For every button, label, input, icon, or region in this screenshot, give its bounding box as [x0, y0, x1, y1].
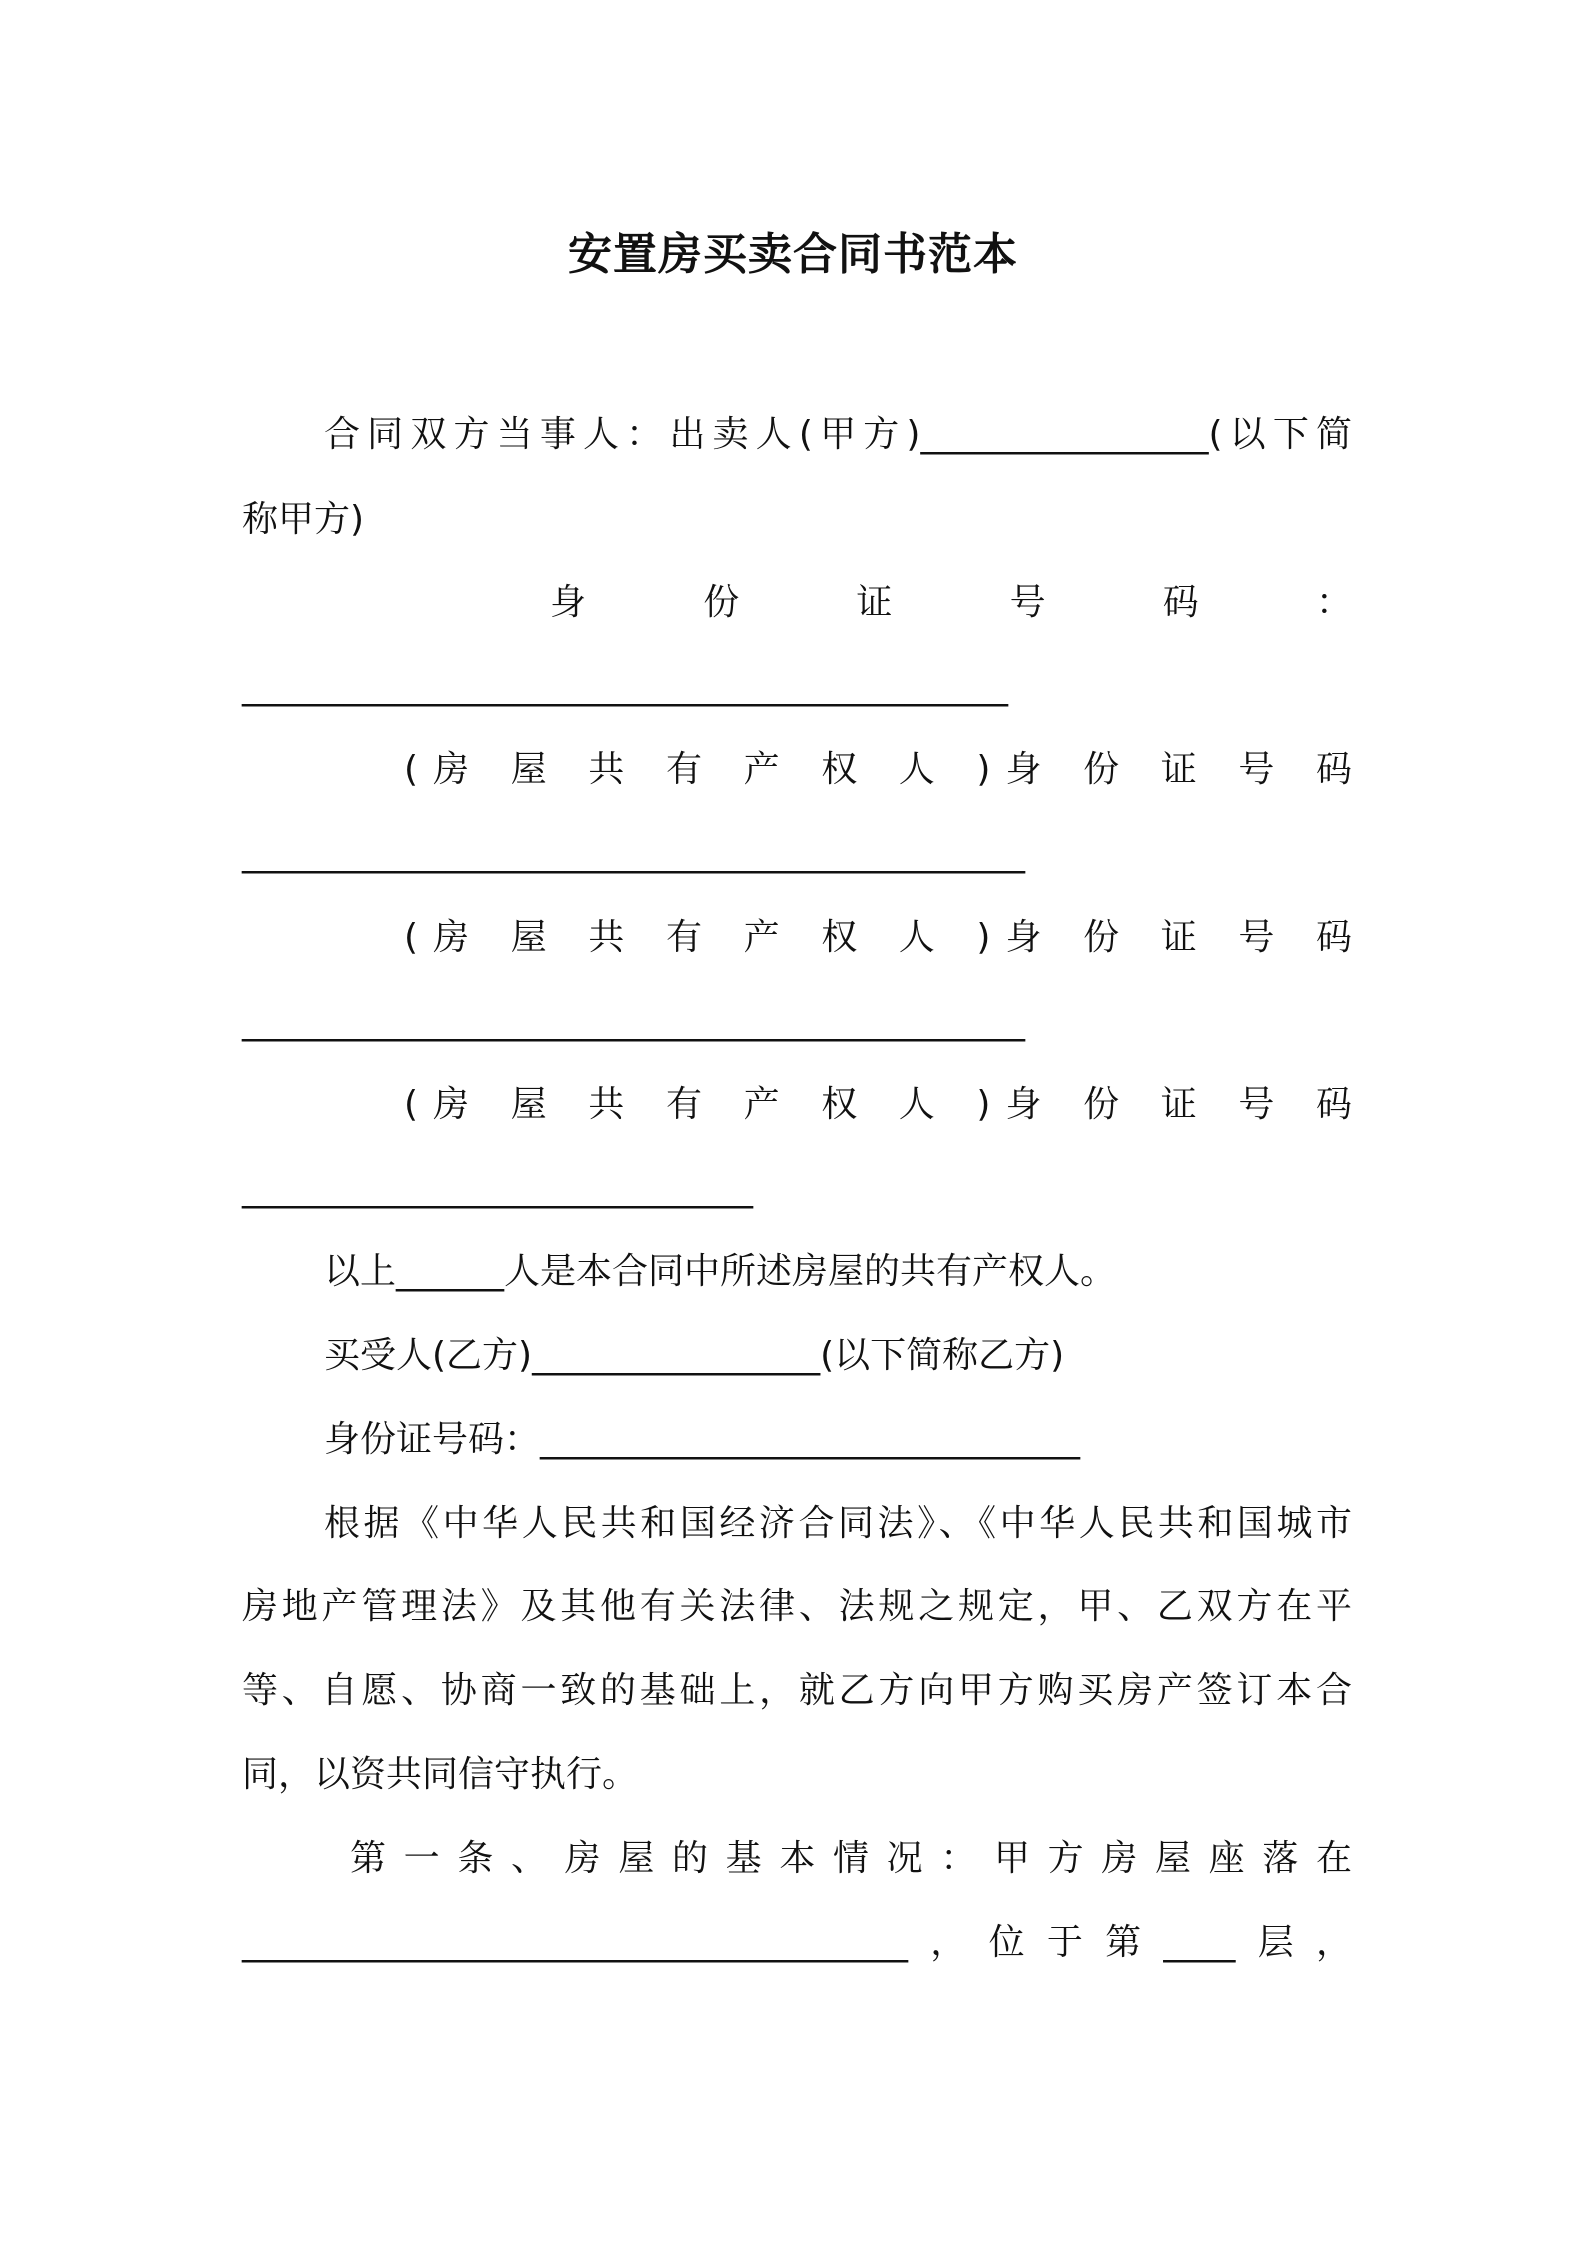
- co-owner-id-blank-2: ______________________________________________: [242, 1001, 1024, 1042]
- legal-basis-line-3: 等、自愿、协商一致的基础上，就乙方向甲方购买房产签订本合: [242, 1670, 1352, 1711]
- id-number-blank: _____________________________________________: [242, 666, 1007, 707]
- document-title: 安置房买卖合同书范本: [568, 229, 1018, 280]
- legal-basis-line-1: 根据《中华人民共和国经济合同法》、《中华人民共和国城市: [324, 1503, 1352, 1544]
- legal-basis-line-2: 房地产管理法》及其他有关法律、法规之规定，甲、乙双方在平: [242, 1586, 1352, 1627]
- party-buyer-line: 买受人(乙方)________________(以下简称乙方): [324, 1335, 1065, 1376]
- id-number-label: 身 份 证 号 码 ：: [550, 582, 1352, 623]
- article-one-location-line: _____________________________________，位于第____层，: [242, 1922, 1352, 1963]
- co-owner-id-label-2: (房 屋 共 有 产 权 人 )身 份 证 号 码: [404, 917, 1352, 958]
- co-owner-id-blank-1: ______________________________________________: [242, 833, 1024, 874]
- co-owner-id-blank-3: ______________________________: [242, 1168, 752, 1209]
- buyer-id-line: 身份证号码：______________________________: [324, 1419, 1081, 1460]
- legal-basis-line-4: 同，以资共同信守执行。: [242, 1754, 639, 1795]
- article-one-heading: 第 一 条 、 房 屋 的 基 本 情 况 ： 甲 方 房 屋 座 落 在: [350, 1838, 1352, 1879]
- co-owner-id-label-3: (房 屋 共 有 产 权 人 )身 份 证 号 码: [404, 1084, 1352, 1125]
- co-owner-id-label-1: (房 屋 共 有 产 权 人 )身 份 证 号 码: [404, 749, 1352, 790]
- co-owner-count-line: 以上______人是本合同中所述房屋的共有产权人。: [324, 1251, 1117, 1292]
- party-seller-line: 合同双方当事人：出卖人(甲方)________________(以下简: [324, 414, 1352, 455]
- party-seller-line-cont: 称甲方): [242, 499, 365, 540]
